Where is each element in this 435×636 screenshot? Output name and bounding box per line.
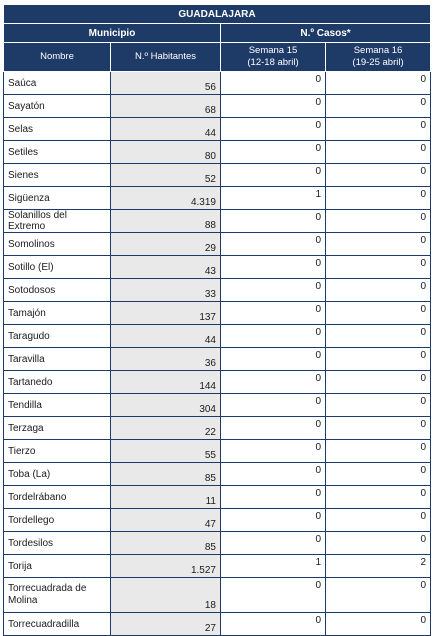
cell-habitantes: 27	[111, 613, 221, 636]
group-header-municipio: Municipio	[4, 24, 221, 43]
cell-municipio: Saúca	[4, 72, 111, 95]
cell-municipio: Torrecuadradilla	[4, 613, 111, 636]
column-header-habitantes: N.º Habitantes	[111, 43, 221, 72]
cell-habitantes: 36	[111, 348, 221, 371]
cell-semana-15: 0	[221, 578, 326, 613]
cell-municipio: Sigüenza	[4, 187, 111, 210]
semana-16-range: (19-25 abril)	[352, 57, 404, 68]
cell-semana-15: 0	[221, 210, 326, 233]
cell-habitantes: 88	[111, 210, 221, 233]
table-row	[4, 348, 431, 371]
cell-habitantes: 43	[111, 256, 221, 279]
table-row	[4, 233, 431, 256]
cell-municipio: Taravilla	[4, 348, 111, 371]
cell-municipio: Tamajón	[4, 302, 111, 325]
cell-semana-15: 0	[221, 72, 326, 95]
table-row	[4, 210, 431, 233]
cell-semana-16: 0	[326, 325, 431, 348]
cell-semana-16: 0	[326, 141, 431, 164]
cell-semana-16: 0	[326, 187, 431, 210]
cell-semana-15: 0	[221, 95, 326, 118]
cell-semana-15: 0	[221, 279, 326, 302]
cell-habitantes: 56	[111, 72, 221, 95]
cell-habitantes: 33	[111, 279, 221, 302]
cell-semana-15: 0	[221, 233, 326, 256]
cell-semana-16: 0	[326, 72, 431, 95]
cell-semana-15: 0	[221, 532, 326, 555]
table-row	[4, 440, 431, 463]
cell-semana-15: 0	[221, 509, 326, 532]
table-row	[4, 302, 431, 325]
cell-habitantes: 11	[111, 486, 221, 509]
cell-habitantes: 80	[111, 141, 221, 164]
column-header-semana-15	[221, 43, 326, 72]
cell-semana-16: 2	[326, 555, 431, 578]
cell-semana-15: 0	[221, 141, 326, 164]
table-row	[4, 417, 431, 440]
cell-municipio: Terzaga	[4, 417, 111, 440]
group-header-casos: N.º Casos*	[221, 24, 431, 43]
table-row	[4, 72, 431, 95]
cell-semana-16: 0	[326, 417, 431, 440]
cell-semana-16: 0	[326, 613, 431, 636]
cases-table	[3, 4, 431, 636]
cell-semana-15: 0	[221, 371, 326, 394]
cell-semana-16: 0	[326, 233, 431, 256]
cell-municipio: Tordesilos	[4, 532, 111, 555]
cell-semana-15: 0	[221, 302, 326, 325]
table-header	[4, 5, 431, 72]
cell-municipio: Taragudo	[4, 325, 111, 348]
cell-habitantes: 68	[111, 95, 221, 118]
cell-habitantes: 137	[111, 302, 221, 325]
semana-16-title: Semana 16	[353, 45, 403, 56]
cell-semana-16: 0	[326, 256, 431, 279]
cell-municipio: Sotillo (El)	[4, 256, 111, 279]
cell-habitantes: 144	[111, 371, 221, 394]
cell-semana-16: 0	[326, 95, 431, 118]
table-row	[4, 164, 431, 187]
cell-semana-16: 0	[326, 463, 431, 486]
cell-municipio: Torija	[4, 555, 111, 578]
cell-habitantes: 4.319	[111, 187, 221, 210]
cell-semana-15: 0	[221, 256, 326, 279]
cell-habitantes: 44	[111, 325, 221, 348]
cell-semana-15: 0	[221, 348, 326, 371]
cell-municipio: Sayatón	[4, 95, 111, 118]
cell-habitantes: 47	[111, 509, 221, 532]
cell-semana-16: 0	[326, 578, 431, 613]
cell-semana-16: 0	[326, 486, 431, 509]
cell-habitantes: 22	[111, 417, 221, 440]
cell-municipio: Tendilla	[4, 394, 111, 417]
cell-habitantes: 52	[111, 164, 221, 187]
table-row	[4, 555, 431, 578]
table-row	[4, 141, 431, 164]
cell-municipio: Selas	[4, 118, 111, 141]
cell-habitantes: 29	[111, 233, 221, 256]
table-row	[4, 256, 431, 279]
table-row	[4, 394, 431, 417]
cell-semana-16: 0	[326, 210, 431, 233]
cell-habitantes: 55	[111, 440, 221, 463]
cell-municipio: Tordelrábano	[4, 486, 111, 509]
cell-semana-16: 0	[326, 279, 431, 302]
cell-semana-16: 0	[326, 440, 431, 463]
table-row	[4, 486, 431, 509]
table-row	[4, 463, 431, 486]
cell-semana-15: 0	[221, 118, 326, 141]
cell-semana-16: 0	[326, 302, 431, 325]
table-row	[4, 509, 431, 532]
cell-semana-16: 0	[326, 164, 431, 187]
table-row	[4, 371, 431, 394]
cell-municipio: Tierzo	[4, 440, 111, 463]
cell-habitantes: 44	[111, 118, 221, 141]
table-row	[4, 118, 431, 141]
cell-semana-15: 0	[221, 486, 326, 509]
cell-municipio: Torrecuadrada de Molina	[4, 578, 111, 613]
cell-semana-16: 0	[326, 348, 431, 371]
cell-semana-15: 0	[221, 417, 326, 440]
table-row	[4, 95, 431, 118]
cell-semana-15: 0	[221, 440, 326, 463]
cell-municipio: Toba (La)	[4, 463, 111, 486]
column-header-semana-16	[326, 43, 431, 72]
table-row	[4, 325, 431, 348]
table-body	[4, 72, 431, 636]
cell-municipio: Sienes	[4, 164, 111, 187]
cell-semana-15: 0	[221, 394, 326, 417]
column-header-nombre: Nombre	[4, 43, 111, 72]
table-title: GUADALAJARA	[4, 5, 431, 24]
cell-semana-16: 0	[326, 509, 431, 532]
cell-semana-15: 1	[221, 555, 326, 578]
table-row	[4, 279, 431, 302]
cell-semana-16: 0	[326, 118, 431, 141]
cell-semana-15: 0	[221, 463, 326, 486]
table-row	[4, 578, 431, 613]
cell-municipio: Tartanedo	[4, 371, 111, 394]
cell-habitantes: 18	[111, 578, 221, 613]
cell-habitantes: 85	[111, 463, 221, 486]
cell-semana-16: 0	[326, 371, 431, 394]
cell-habitantes: 1.527	[111, 555, 221, 578]
cell-habitantes: 304	[111, 394, 221, 417]
cell-semana-16: 0	[326, 394, 431, 417]
semana-15-title: Semana 15	[248, 45, 298, 56]
cell-semana-15: 1	[221, 187, 326, 210]
semana-15-range: (12-18 abril)	[247, 57, 299, 68]
cell-municipio: Setiles	[4, 141, 111, 164]
table-row	[4, 613, 431, 636]
cases-table-container	[3, 4, 430, 636]
table-row	[4, 187, 431, 210]
cell-municipio: Tordellego	[4, 509, 111, 532]
cell-municipio: Solanillos del Extremo	[4, 210, 111, 233]
table-row	[4, 532, 431, 555]
cell-semana-15: 0	[221, 164, 326, 187]
cell-semana-15: 0	[221, 325, 326, 348]
cell-semana-15: 0	[221, 613, 326, 636]
cell-semana-16: 0	[326, 532, 431, 555]
cell-habitantes: 85	[111, 532, 221, 555]
cell-municipio: Somolinos	[4, 233, 111, 256]
cell-municipio: Sotodosos	[4, 279, 111, 302]
